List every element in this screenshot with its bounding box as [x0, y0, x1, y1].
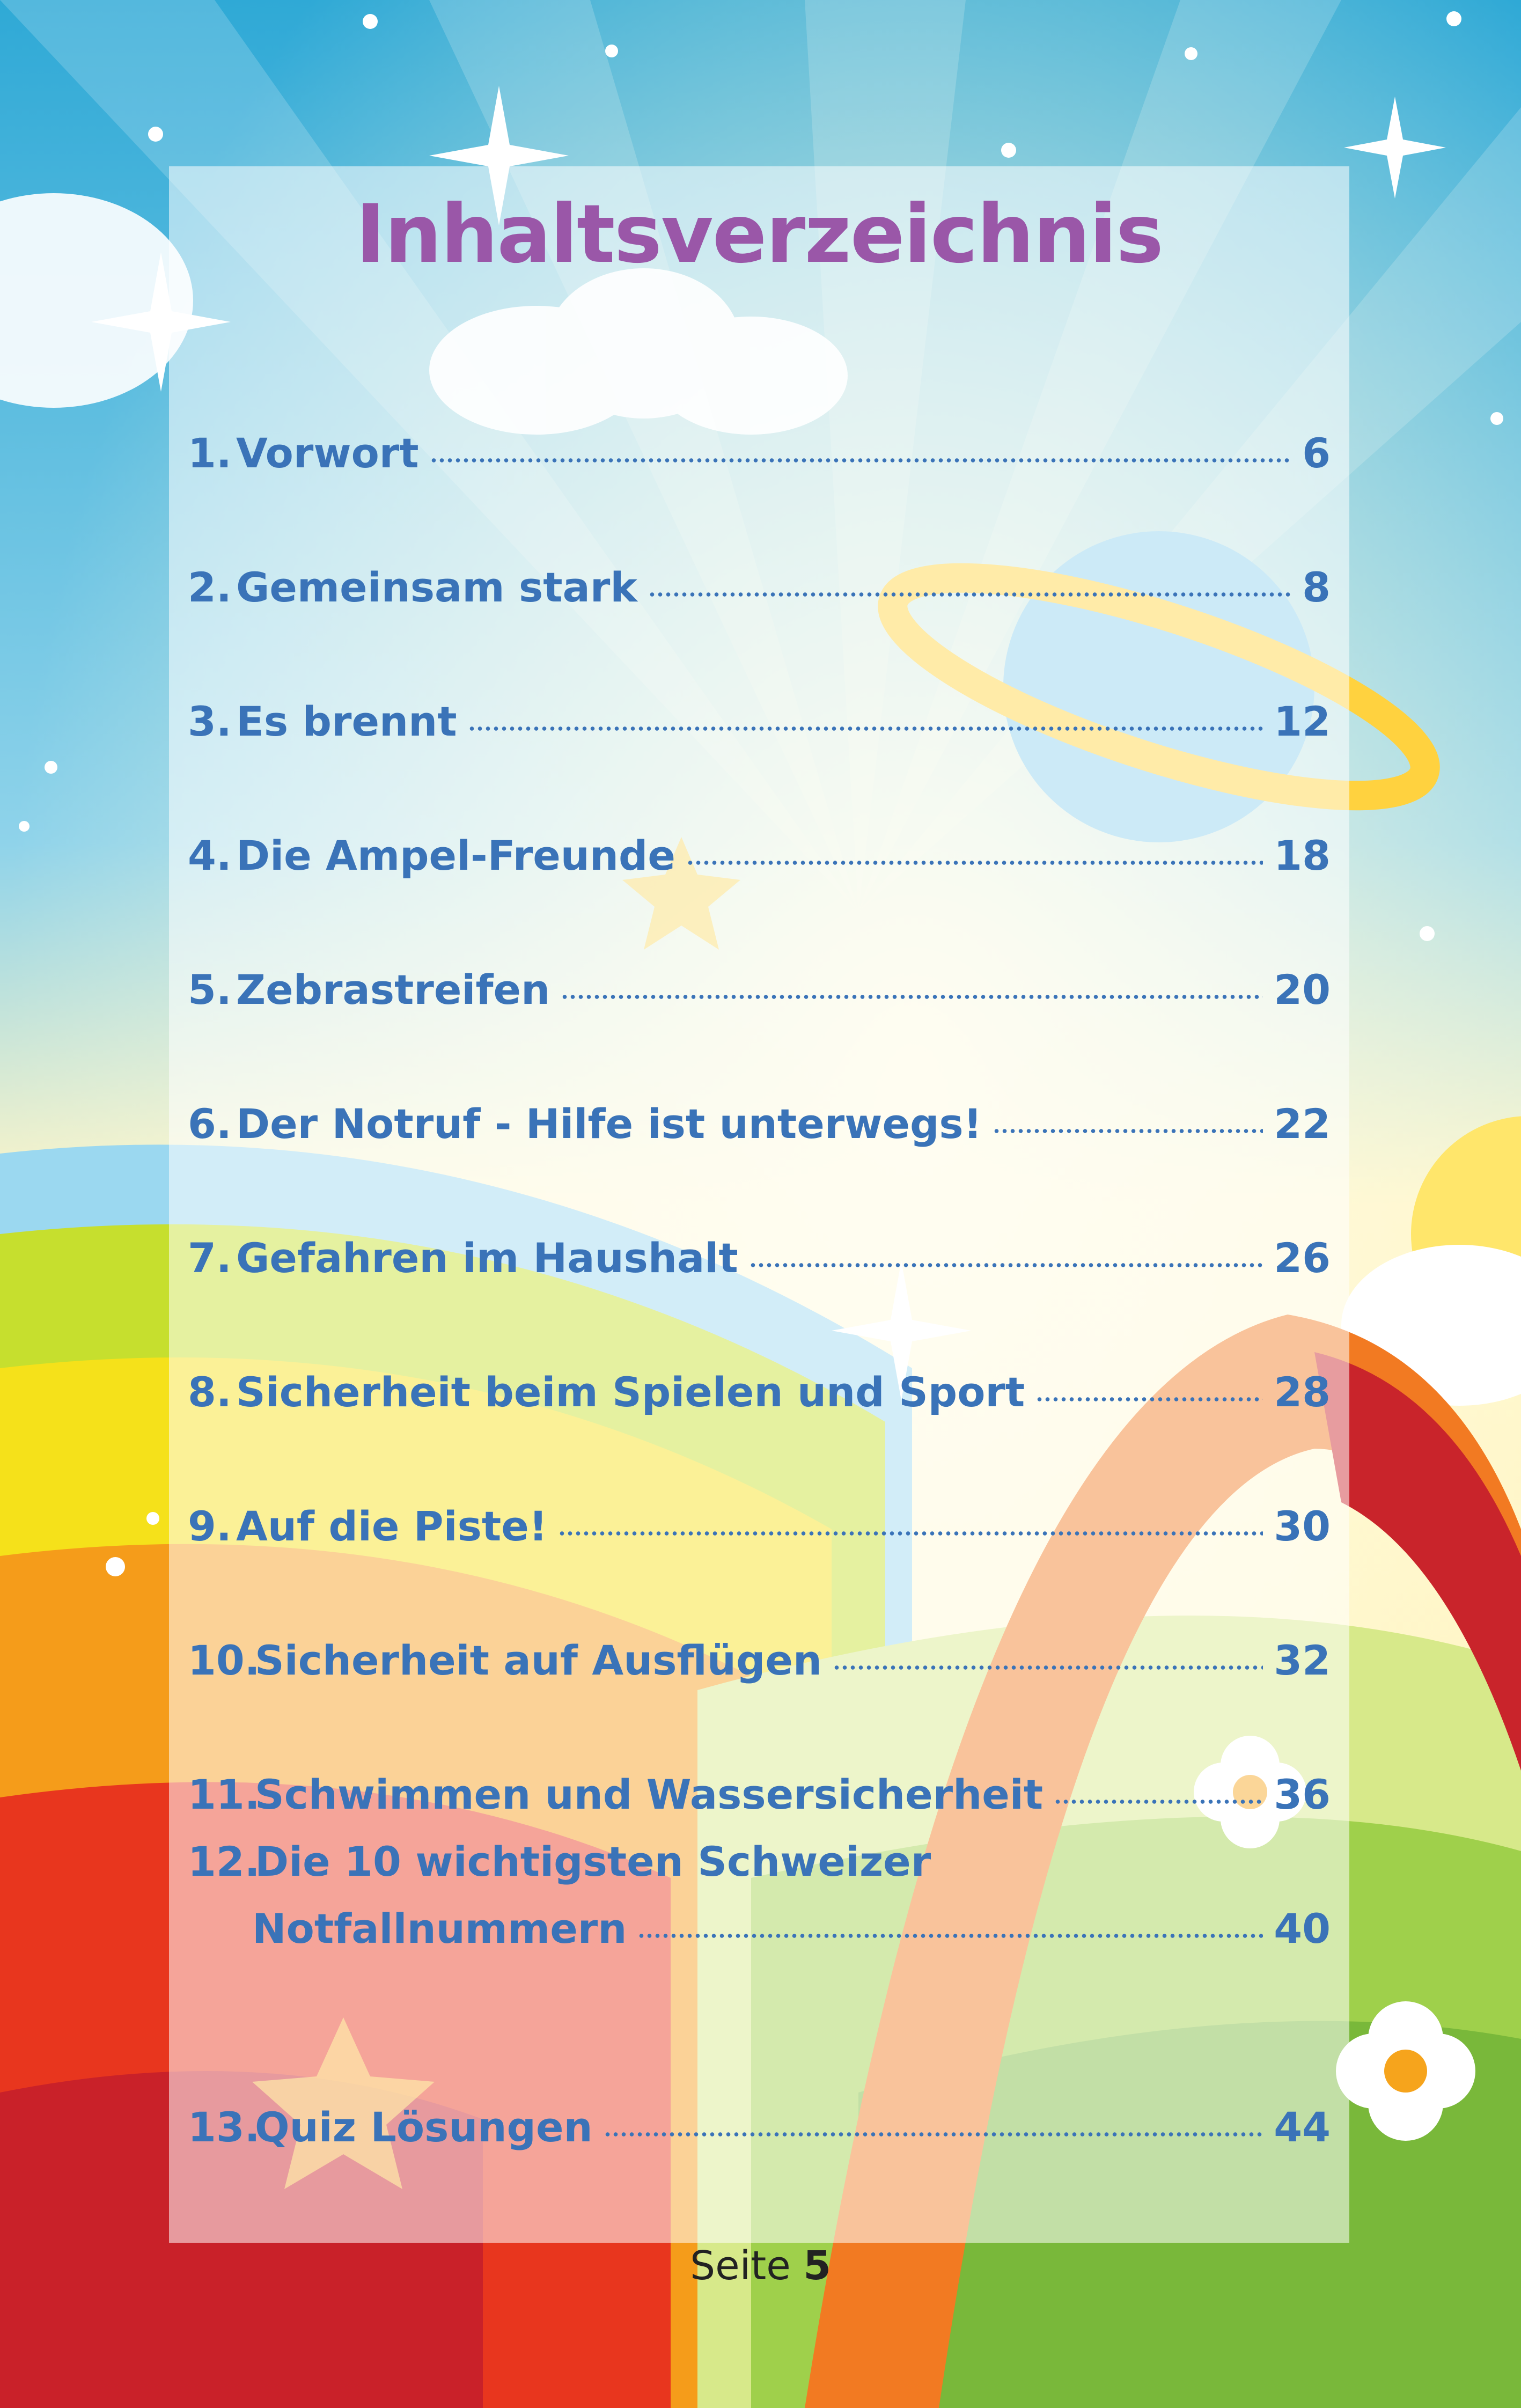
toc-entry-page: 6	[1302, 429, 1331, 477]
toc-entry-number: 3.	[188, 698, 232, 745]
toc-entry-page: 30	[1274, 1502, 1331, 1550]
dot-leader	[1035, 1395, 1263, 1404]
toc-entry-number: 12.	[188, 1838, 260, 1885]
toc-entry[interactable]	[188, 692, 1331, 751]
page-footer	[0, 2243, 1521, 2289]
toc-entry-label: Schwimmen und Wassersicherheit	[255, 1771, 1044, 1818]
toc-entry-label: Sicherheit auf Ausflügen	[255, 1636, 822, 1684]
toc-entry-label: Sicherheit beim Spielen und Sport	[236, 1368, 1025, 1416]
toc-entry[interactable]	[188, 424, 1331, 483]
toc-entry-number: 5.	[188, 966, 232, 1014]
toc-entry-label: Der Notruf - Hilfe ist unterwegs!	[236, 1100, 982, 1148]
toc-entry[interactable]	[188, 1095, 1331, 1154]
toc-entry[interactable]	[188, 1838, 1331, 1958]
dot-leader	[430, 456, 1291, 465]
toc-entry-page: 32	[1274, 1636, 1331, 1684]
dot-leader	[749, 1261, 1263, 1269]
toc-entry-label: Gemeinsam stark	[236, 563, 637, 611]
dot-leader	[604, 2130, 1263, 2139]
toc-entry[interactable]	[188, 826, 1331, 885]
dot-leader	[637, 1932, 1263, 1940]
toc-entry[interactable]	[188, 2098, 1331, 2157]
toc-entry-page: 44	[1274, 2103, 1331, 2151]
toc-entry[interactable]	[188, 1229, 1331, 1288]
toc-entry-number: 1.	[188, 429, 232, 477]
toc-entry[interactable]	[188, 1631, 1331, 1690]
toc-entry-page: 26	[1274, 1234, 1331, 1282]
toc-entry[interactable]	[188, 1497, 1331, 1556]
toc-entry-label: Die 10 wichtigsten Schweizer	[255, 1838, 931, 1885]
dot-leader	[993, 1127, 1263, 1135]
toc-entry-label: Die Ampel-Freunde	[236, 832, 675, 879]
toc-entry-number: 13.	[188, 2103, 260, 2151]
toc-entry-page: 8	[1302, 563, 1331, 611]
toc-entry[interactable]	[188, 1363, 1331, 1422]
toc-entry-page: 22	[1274, 1100, 1331, 1148]
toc-entry[interactable]	[188, 960, 1331, 1019]
dot-leader	[561, 993, 1263, 1001]
toc-entry-label: Auf die Piste!	[236, 1502, 548, 1550]
page-number: 5	[803, 2243, 831, 2289]
toc-entry-label: Quiz Lösungen	[255, 2103, 593, 2151]
dot-leader	[648, 590, 1291, 599]
dot-leader	[558, 1529, 1263, 1538]
dot-leader	[468, 724, 1263, 733]
toc-entry-label: Gefahren im Haushalt	[236, 1234, 738, 1282]
toc-entry-page: 18	[1274, 832, 1331, 879]
page-label: Seite	[690, 2243, 791, 2289]
toc-entry-page: 36	[1274, 1771, 1331, 1818]
toc-entry-number: 11.	[188, 1771, 260, 1818]
toc-entry-page: 12	[1274, 698, 1331, 745]
toc-entry-number: 2.	[188, 563, 232, 611]
toc-entry-label: Vorwort	[236, 429, 419, 477]
toc-entry-number: 8.	[188, 1368, 232, 1416]
page-title: Inhaltsverzeichnis	[355, 188, 1163, 281]
toc-entry-label: Es brennt	[236, 698, 457, 745]
toc-entry[interactable]	[188, 1765, 1331, 1824]
toc-entry-number: 6.	[188, 1100, 232, 1148]
toc-entry-label: Zebrastreifen	[236, 966, 550, 1014]
dot-leader	[686, 858, 1263, 867]
toc-entry-page: 28	[1274, 1368, 1331, 1416]
toc-entry-number: 9.	[188, 1502, 232, 1550]
toc-entry-page: 40	[1274, 1905, 1331, 1952]
toc-entry-page: 20	[1274, 966, 1331, 1014]
dot-leader	[1054, 1797, 1263, 1806]
toc-entry-label-continued: Notfallnummern	[252, 1905, 627, 1952]
toc-entry-number: 4.	[188, 832, 232, 879]
toc-entry-number: 7.	[188, 1234, 232, 1282]
toc-entry[interactable]	[188, 558, 1331, 617]
dot-leader	[833, 1663, 1263, 1672]
toc-entry-number: 10.	[188, 1636, 260, 1684]
